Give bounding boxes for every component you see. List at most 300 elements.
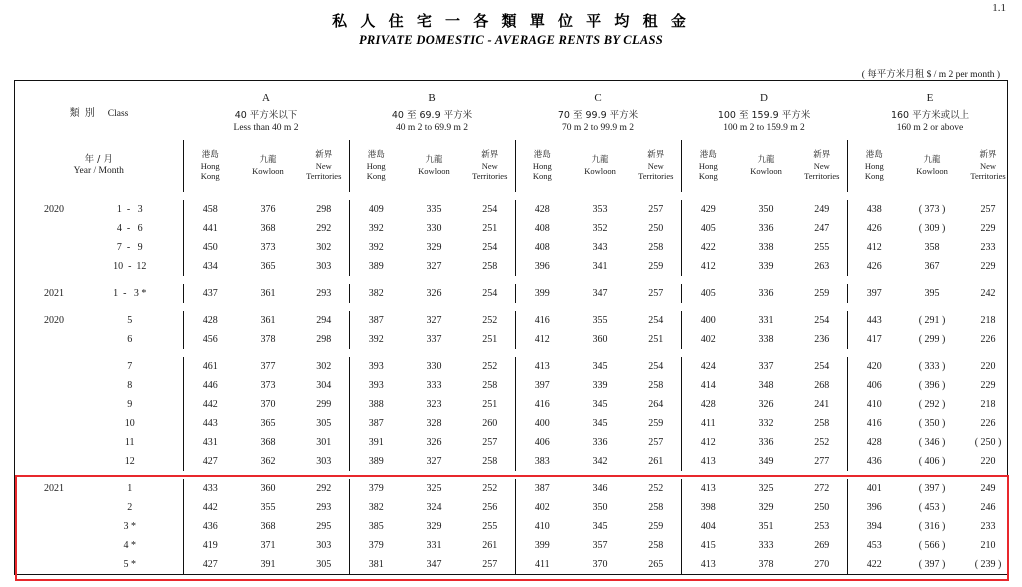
rent-value: 326 <box>426 288 442 299</box>
rent-value: 259 <box>648 521 664 532</box>
region-a-hk <box>183 140 237 192</box>
rent-value: 247 <box>814 223 830 234</box>
rent-value: 412 <box>847 238 901 257</box>
rent-value: 422 <box>681 238 735 257</box>
region-en-1: Hong <box>864 160 884 171</box>
rent-value: ( 292 ) <box>918 399 946 410</box>
rent-value: 259 <box>814 288 830 299</box>
rent-value: 298 <box>316 334 332 345</box>
rent-value: 254 <box>814 361 830 372</box>
region-zh: 新界 <box>481 150 499 161</box>
class-desc-zh-b: 40 至 69.9 平方米 <box>391 109 473 121</box>
rent-value: 252 <box>482 361 498 372</box>
rent-value: 405 <box>681 284 735 303</box>
rent-value: 415 <box>681 536 735 555</box>
row-period: 9 <box>127 399 133 410</box>
rent-value: 258 <box>648 502 664 513</box>
rent-value: 410 <box>847 395 901 414</box>
rent-value: 456 <box>183 330 237 349</box>
class-letter-c: C <box>594 91 602 104</box>
rent-value: 241 <box>814 399 830 410</box>
rent-value: 250 <box>814 502 830 513</box>
class-desc-en-c: 70 m 2 to 99.9 m 2 <box>562 122 635 133</box>
rent-value: 339 <box>758 261 774 272</box>
rent-value: 250 <box>648 223 664 234</box>
table-row <box>15 219 1013 238</box>
rent-value: 441 <box>183 219 237 238</box>
unit-note: ( 每平方米月租 $ / m 2 per month ) <box>861 70 1000 80</box>
rent-value: ( 239 ) <box>974 559 1002 570</box>
region-en-2: Kong <box>698 171 718 182</box>
row-period: 11 <box>124 437 135 448</box>
rent-value: 327 <box>426 261 442 272</box>
rent-value: 330 <box>426 361 442 372</box>
rent-table <box>15 84 1013 574</box>
region-c-hk <box>515 140 569 192</box>
rent-value: 229 <box>980 261 996 272</box>
rent-value: ( 299 ) <box>918 334 946 345</box>
rent-value: 347 <box>426 559 442 570</box>
rent-value: 302 <box>316 361 332 372</box>
rent-value: 258 <box>482 261 498 272</box>
region-zh: 新界 <box>979 150 997 161</box>
title-english: PRIVATE DOMESTIC - AVERAGE RENTS BY CLASS <box>358 33 664 47</box>
rent-value: 303 <box>316 261 332 272</box>
row-period: 2 <box>127 502 133 513</box>
rent-value: ( 373 ) <box>918 204 946 215</box>
region-en-1: New <box>980 160 997 171</box>
rent-value: 397 <box>515 376 569 395</box>
region-zh: 新界 <box>647 150 665 161</box>
rent-value: 302 <box>316 242 332 253</box>
table-row <box>15 330 1013 349</box>
rent-value: 326 <box>758 399 774 410</box>
rent-value: 331 <box>758 315 774 326</box>
rent-value: ( 250 ) <box>974 437 1002 448</box>
rent-value: 254 <box>482 288 498 299</box>
rent-value: 304 <box>316 380 332 391</box>
rent-value: 399 <box>515 536 569 555</box>
rent-value: 376 <box>260 204 276 215</box>
rent-value: 387 <box>349 311 403 330</box>
rent-value: 408 <box>515 238 569 257</box>
rent-value: 257 <box>648 437 664 448</box>
rent-value: 327 <box>426 456 442 467</box>
region-zh: 九龍 <box>923 155 941 166</box>
rent-value: ( 397 ) <box>918 559 946 570</box>
row-year <box>15 452 71 471</box>
rent-value: 378 <box>260 334 276 345</box>
rent-value: 325 <box>758 483 774 494</box>
rent-value: 402 <box>681 330 735 349</box>
rent-value: 367 <box>924 261 940 272</box>
rent-value: 419 <box>183 536 237 555</box>
class-letter-a: A <box>262 91 270 104</box>
rent-value: 242 <box>980 288 996 299</box>
row-year <box>15 414 71 433</box>
rent-value: 326 <box>426 437 442 448</box>
rent-value: 305 <box>316 418 332 429</box>
rent-value: 412 <box>515 330 569 349</box>
rent-value: 420 <box>847 357 901 376</box>
region-a-nt <box>299 140 349 192</box>
rent-value: 360 <box>592 334 608 345</box>
row-year <box>15 395 71 414</box>
rent-value: 218 <box>980 315 996 326</box>
table-row <box>15 498 1013 517</box>
rent-value: 253 <box>814 521 830 532</box>
rent-value: 416 <box>847 414 901 433</box>
rent-value: 350 <box>758 204 774 215</box>
class-desc-zh-d: 100 至 159.9 平方米 <box>717 109 811 121</box>
region-zh: 九龍 <box>591 155 609 166</box>
rent-value: ( 396 ) <box>918 380 946 391</box>
table-row <box>15 452 1013 471</box>
rent-value: 210 <box>980 540 996 551</box>
rent-value: 388 <box>349 395 403 414</box>
region-zh: 港島 <box>865 150 883 161</box>
region-zh: 九龍 <box>425 155 443 166</box>
rent-value: 379 <box>349 536 403 555</box>
rent-value: 298 <box>316 204 332 215</box>
rent-value: 257 <box>648 288 664 299</box>
rent-value: 229 <box>980 223 996 234</box>
rent-value: 220 <box>980 361 996 372</box>
rent-value: 401 <box>847 479 901 498</box>
table-row <box>15 536 1013 555</box>
table-row <box>15 395 1013 414</box>
region-zh: 港島 <box>699 150 717 161</box>
rent-value: 293 <box>316 288 332 299</box>
rent-value: ( 346 ) <box>918 437 946 448</box>
rent-value: 404 <box>681 517 735 536</box>
rent-value: ( 333 ) <box>918 361 946 372</box>
year-month-label-cell <box>15 140 183 192</box>
row-period: 6 <box>127 334 133 345</box>
rent-value: 251 <box>482 223 498 234</box>
rent-value: 396 <box>515 257 569 276</box>
region-e-hk <box>847 140 901 192</box>
rent-value: 429 <box>681 200 735 219</box>
rent-value: 226 <box>980 418 996 429</box>
region-c-kln <box>569 140 631 192</box>
rent-value: 368 <box>260 223 276 234</box>
rent-value: 301 <box>316 437 332 448</box>
rent-value: 299 <box>316 399 332 410</box>
rent-value: 268 <box>814 380 830 391</box>
table-row <box>15 517 1013 536</box>
rent-value: 416 <box>515 395 569 414</box>
rent-value: 218 <box>980 399 996 410</box>
rent-value: 258 <box>482 380 498 391</box>
rent-value: 236 <box>814 334 830 345</box>
region-zh: 港島 <box>533 150 551 161</box>
row-year <box>15 498 71 517</box>
rent-value: 382 <box>349 284 403 303</box>
rent-value: 254 <box>648 315 664 326</box>
table-row <box>15 311 1013 330</box>
row-period: 1 - 3 <box>116 204 143 215</box>
rent-value: 413 <box>681 479 735 498</box>
region-a-kln <box>237 140 299 192</box>
rent-value: 355 <box>592 315 608 326</box>
rent-value: 360 <box>260 483 276 494</box>
rent-value: 258 <box>648 242 664 253</box>
rent-value: 382 <box>349 498 403 517</box>
class-header-a <box>183 84 349 140</box>
rent-value: 426 <box>847 257 901 276</box>
rent-value: 426 <box>847 219 901 238</box>
rent-value: 269 <box>814 540 830 551</box>
rent-value: 337 <box>758 361 774 372</box>
rent-value: 277 <box>814 456 830 467</box>
region-e-kln <box>901 140 963 192</box>
rent-value: 414 <box>681 376 735 395</box>
table-top-spacer <box>15 192 1013 200</box>
rent-value: 373 <box>260 242 276 253</box>
rent-value: 358 <box>924 242 940 253</box>
table-row <box>15 238 1013 257</box>
rent-value: 328 <box>426 418 442 429</box>
class-desc-zh-e: 160 平方米或以上 <box>890 109 970 121</box>
rent-value: 428 <box>847 433 901 452</box>
rent-value: ( 453 ) <box>918 502 946 513</box>
rent-value: 330 <box>426 223 442 234</box>
rent-value: 254 <box>814 315 830 326</box>
rent-value: 378 <box>758 559 774 570</box>
rent-value: 349 <box>758 456 774 467</box>
rent-value: 254 <box>482 242 498 253</box>
rent-value: 353 <box>592 204 608 215</box>
table-header-regions <box>15 140 1013 192</box>
rent-value: 351 <box>758 521 774 532</box>
rent-value: 246 <box>980 502 996 513</box>
rent-value: 256 <box>482 502 498 513</box>
rent-value: 293 <box>316 502 332 513</box>
rent-value: 272 <box>814 483 830 494</box>
rent-value: 329 <box>426 242 442 253</box>
rent-value: 361 <box>260 288 276 299</box>
region-e-nt <box>963 140 1013 192</box>
class-desc-en-a: Less than 40 m 2 <box>233 122 299 133</box>
rent-value: 261 <box>482 540 498 551</box>
rent-value: 365 <box>260 261 276 272</box>
rent-value: 398 <box>681 498 735 517</box>
rent-value: 339 <box>592 380 608 391</box>
year-month-en: Year / Month <box>73 166 124 176</box>
rent-value: 345 <box>592 399 608 410</box>
rent-value: 336 <box>592 437 608 448</box>
rent-value: 453 <box>847 536 901 555</box>
region-en-1: New <box>315 160 332 171</box>
rent-value: 392 <box>349 219 403 238</box>
class-header-d <box>681 84 847 140</box>
rent-value: 255 <box>814 242 830 253</box>
rent-value: 252 <box>648 483 664 494</box>
table-row <box>15 414 1013 433</box>
row-year <box>15 357 71 376</box>
rent-value: 436 <box>183 517 237 536</box>
rent-value: 389 <box>349 257 403 276</box>
rent-value: 294 <box>316 315 332 326</box>
class-desc-zh-a: 40 平方米以下 <box>234 109 298 121</box>
rent-value: 410 <box>515 517 569 536</box>
region-en-2: Territories <box>638 171 674 182</box>
rent-value: 254 <box>482 204 498 215</box>
region-d-kln <box>735 140 797 192</box>
class-desc-en-e: 160 m 2 or above <box>896 122 964 133</box>
rent-value: 402 <box>515 498 569 517</box>
region-zh: 新界 <box>315 150 333 161</box>
rent-value: ( 309 ) <box>918 223 946 234</box>
rent-value: 413 <box>681 452 735 471</box>
region-zh: 九龍 <box>259 155 277 166</box>
rent-value: 431 <box>183 433 237 452</box>
rent-value: 385 <box>349 517 403 536</box>
class-header-e <box>847 84 1013 140</box>
rent-value: 292 <box>316 223 332 234</box>
class-letter-d: D <box>760 91 768 104</box>
rent-value: 443 <box>183 414 237 433</box>
rent-value: 392 <box>349 330 403 349</box>
rent-value: 265 <box>648 559 664 570</box>
row-spacer <box>15 471 1013 479</box>
region-b-hk <box>349 140 403 192</box>
region-en-2: Kong <box>864 171 884 182</box>
rent-value: 461 <box>183 357 237 376</box>
rent-value: 327 <box>426 315 442 326</box>
rent-value: 411 <box>681 414 735 433</box>
year-month-zh: 年 / 月 <box>84 154 113 166</box>
rent-value: 368 <box>260 437 276 448</box>
rent-value: 387 <box>515 479 569 498</box>
class-desc-en-b: 40 m 2 to 69.9 m 2 <box>395 122 469 133</box>
rent-value: 270 <box>814 559 830 570</box>
row-year: 2020 <box>44 315 64 326</box>
row-year <box>15 257 71 276</box>
rent-value: 303 <box>316 540 332 551</box>
row-period: 1 <box>127 483 133 494</box>
rent-value: 400 <box>681 311 735 330</box>
row-year <box>15 238 71 257</box>
rent-value: 343 <box>592 242 608 253</box>
rent-value: 434 <box>183 257 237 276</box>
region-en-2: Territories <box>804 171 840 182</box>
rent-value: 383 <box>515 452 569 471</box>
rent-value: 399 <box>515 284 569 303</box>
rent-value: 392 <box>349 238 403 257</box>
rent-value: 417 <box>847 330 901 349</box>
region-en-1: New <box>481 160 498 171</box>
region-c-nt <box>631 140 681 192</box>
table-row <box>15 200 1013 219</box>
row-spacer <box>15 276 1013 284</box>
rent-value: 325 <box>426 483 442 494</box>
rent-value: 355 <box>260 502 276 513</box>
rent-value: 413 <box>681 555 735 574</box>
rent-value: 368 <box>260 521 276 532</box>
region-en-1: Kowloon <box>584 166 616 176</box>
region-d-hk <box>681 140 735 192</box>
rent-value: 416 <box>515 311 569 330</box>
row-spacer <box>15 349 1013 357</box>
rent-value: 329 <box>426 521 442 532</box>
rent-value: 409 <box>349 200 403 219</box>
rent-value: 391 <box>260 559 276 570</box>
rent-value: 446 <box>183 376 237 395</box>
row-period: 8 <box>127 380 133 391</box>
rent-value: 348 <box>758 380 774 391</box>
rent-value: 437 <box>183 284 237 303</box>
rent-value: 333 <box>426 380 442 391</box>
rent-value: 442 <box>183 498 237 517</box>
row-year: 2021 <box>44 288 64 299</box>
region-en-1: Kowloon <box>916 166 948 176</box>
class-label-en: Class <box>107 109 129 119</box>
row-period: 4 * <box>123 540 136 551</box>
rent-value: 428 <box>515 200 569 219</box>
rent-value: 259 <box>648 418 664 429</box>
rent-value: 393 <box>349 357 403 376</box>
rent-value: ( 566 ) <box>918 540 946 551</box>
row-period: 10 - 12 <box>113 261 147 272</box>
table-row <box>15 555 1013 574</box>
row-period: 5 <box>127 315 133 326</box>
rent-value: 361 <box>260 315 276 326</box>
rent-value: 346 <box>592 483 608 494</box>
rent-value: 258 <box>648 380 664 391</box>
rent-value: 352 <box>592 223 608 234</box>
region-en-1: Kowloon <box>418 166 450 176</box>
rent-value: 413 <box>515 357 569 376</box>
rent-value: 249 <box>814 204 830 215</box>
row-year <box>15 330 71 349</box>
rent-value: 335 <box>426 204 442 215</box>
region-b-kln <box>403 140 465 192</box>
rent-value: 336 <box>758 437 774 448</box>
rent-value: 233 <box>980 242 996 253</box>
rent-value: 257 <box>980 204 996 215</box>
rent-value: 338 <box>758 242 774 253</box>
row-year <box>15 433 71 452</box>
rent-value: 422 <box>847 555 901 574</box>
rent-value: 389 <box>349 452 403 471</box>
region-en-2: Territories <box>472 171 508 182</box>
rent-value: 412 <box>681 257 735 276</box>
row-year: 2020 <box>44 204 64 215</box>
region-en-1: New <box>813 160 830 171</box>
table-row <box>15 376 1013 395</box>
rent-value: ( 291 ) <box>918 315 946 326</box>
region-zh: 新界 <box>813 150 831 161</box>
row-period: 12 <box>124 456 135 467</box>
region-en-2: Kong <box>532 171 552 182</box>
rent-value: 337 <box>426 334 442 345</box>
region-d-nt <box>797 140 847 192</box>
rent-value: 324 <box>426 502 442 513</box>
class-desc-zh-c: 70 至 99.9 平方米 <box>557 109 639 121</box>
rent-value: 295 <box>316 521 332 532</box>
table-header-classes <box>15 84 1013 140</box>
region-en-1: Hong <box>366 160 386 171</box>
rent-value: 400 <box>515 414 569 433</box>
rent-value: 371 <box>260 540 276 551</box>
rent-value: 263 <box>814 261 830 272</box>
region-zh: 港島 <box>201 150 219 161</box>
row-year <box>15 376 71 395</box>
row-period: 3 * <box>123 521 136 532</box>
row-period: 4 - 6 <box>116 223 143 234</box>
